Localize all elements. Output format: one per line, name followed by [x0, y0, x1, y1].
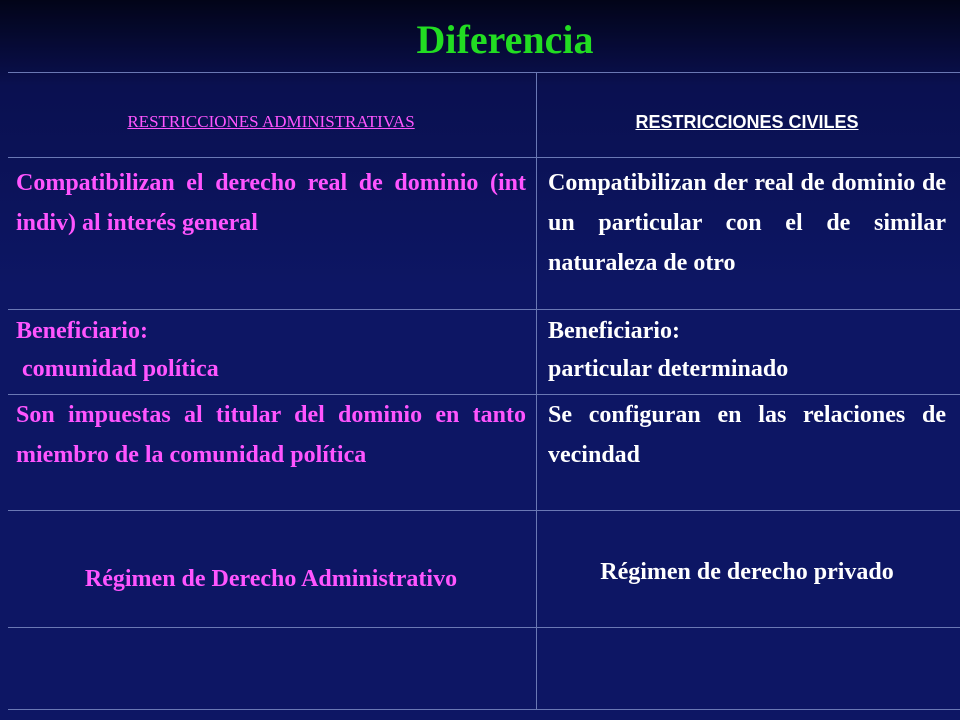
- header-civil: RESTRICCIONES CIVILES: [635, 112, 859, 132]
- row2-administrative-line2: comunidad política: [22, 356, 219, 382]
- row2-civil-line2: particular determinado: [548, 356, 789, 382]
- header-administrative: RESTRICCIONES ADMINISTRATIVAS: [127, 112, 415, 131]
- table-bottom-border: [8, 709, 960, 710]
- row2-civil-line1: Beneficiario:: [548, 318, 680, 344]
- slide-title: Diferencia: [416, 17, 594, 62]
- row-divider: [8, 510, 960, 511]
- table-top-border: [8, 72, 960, 73]
- row3-civil: Se configuran en las relaciones de vecindad: [548, 402, 946, 468]
- row4-administrative: Régimen de Derecho Administrativo: [84, 566, 458, 592]
- row1-administrative: Compatibilizan el derecho real de dominio (int indiv) al interés general: [16, 170, 526, 236]
- row-divider: [8, 309, 960, 310]
- row2-administrative: [16, 312, 526, 388]
- comparison-table: [8, 72, 960, 710]
- row-divider: [8, 627, 960, 628]
- row2-civil: [548, 312, 946, 388]
- row3-administrative: Son impuestas al titular del dominio en tanto miembro de la comunidad política: [16, 402, 526, 468]
- row2-administrative-line1: Beneficiario:: [16, 318, 148, 344]
- row4-civil: Régimen de derecho privado: [600, 559, 894, 585]
- row-divider: [8, 157, 960, 158]
- column-divider: [536, 72, 537, 710]
- row1-civil: Compatibilizan der real de dominio de un particular con el de similar naturaleza de otro: [548, 170, 946, 276]
